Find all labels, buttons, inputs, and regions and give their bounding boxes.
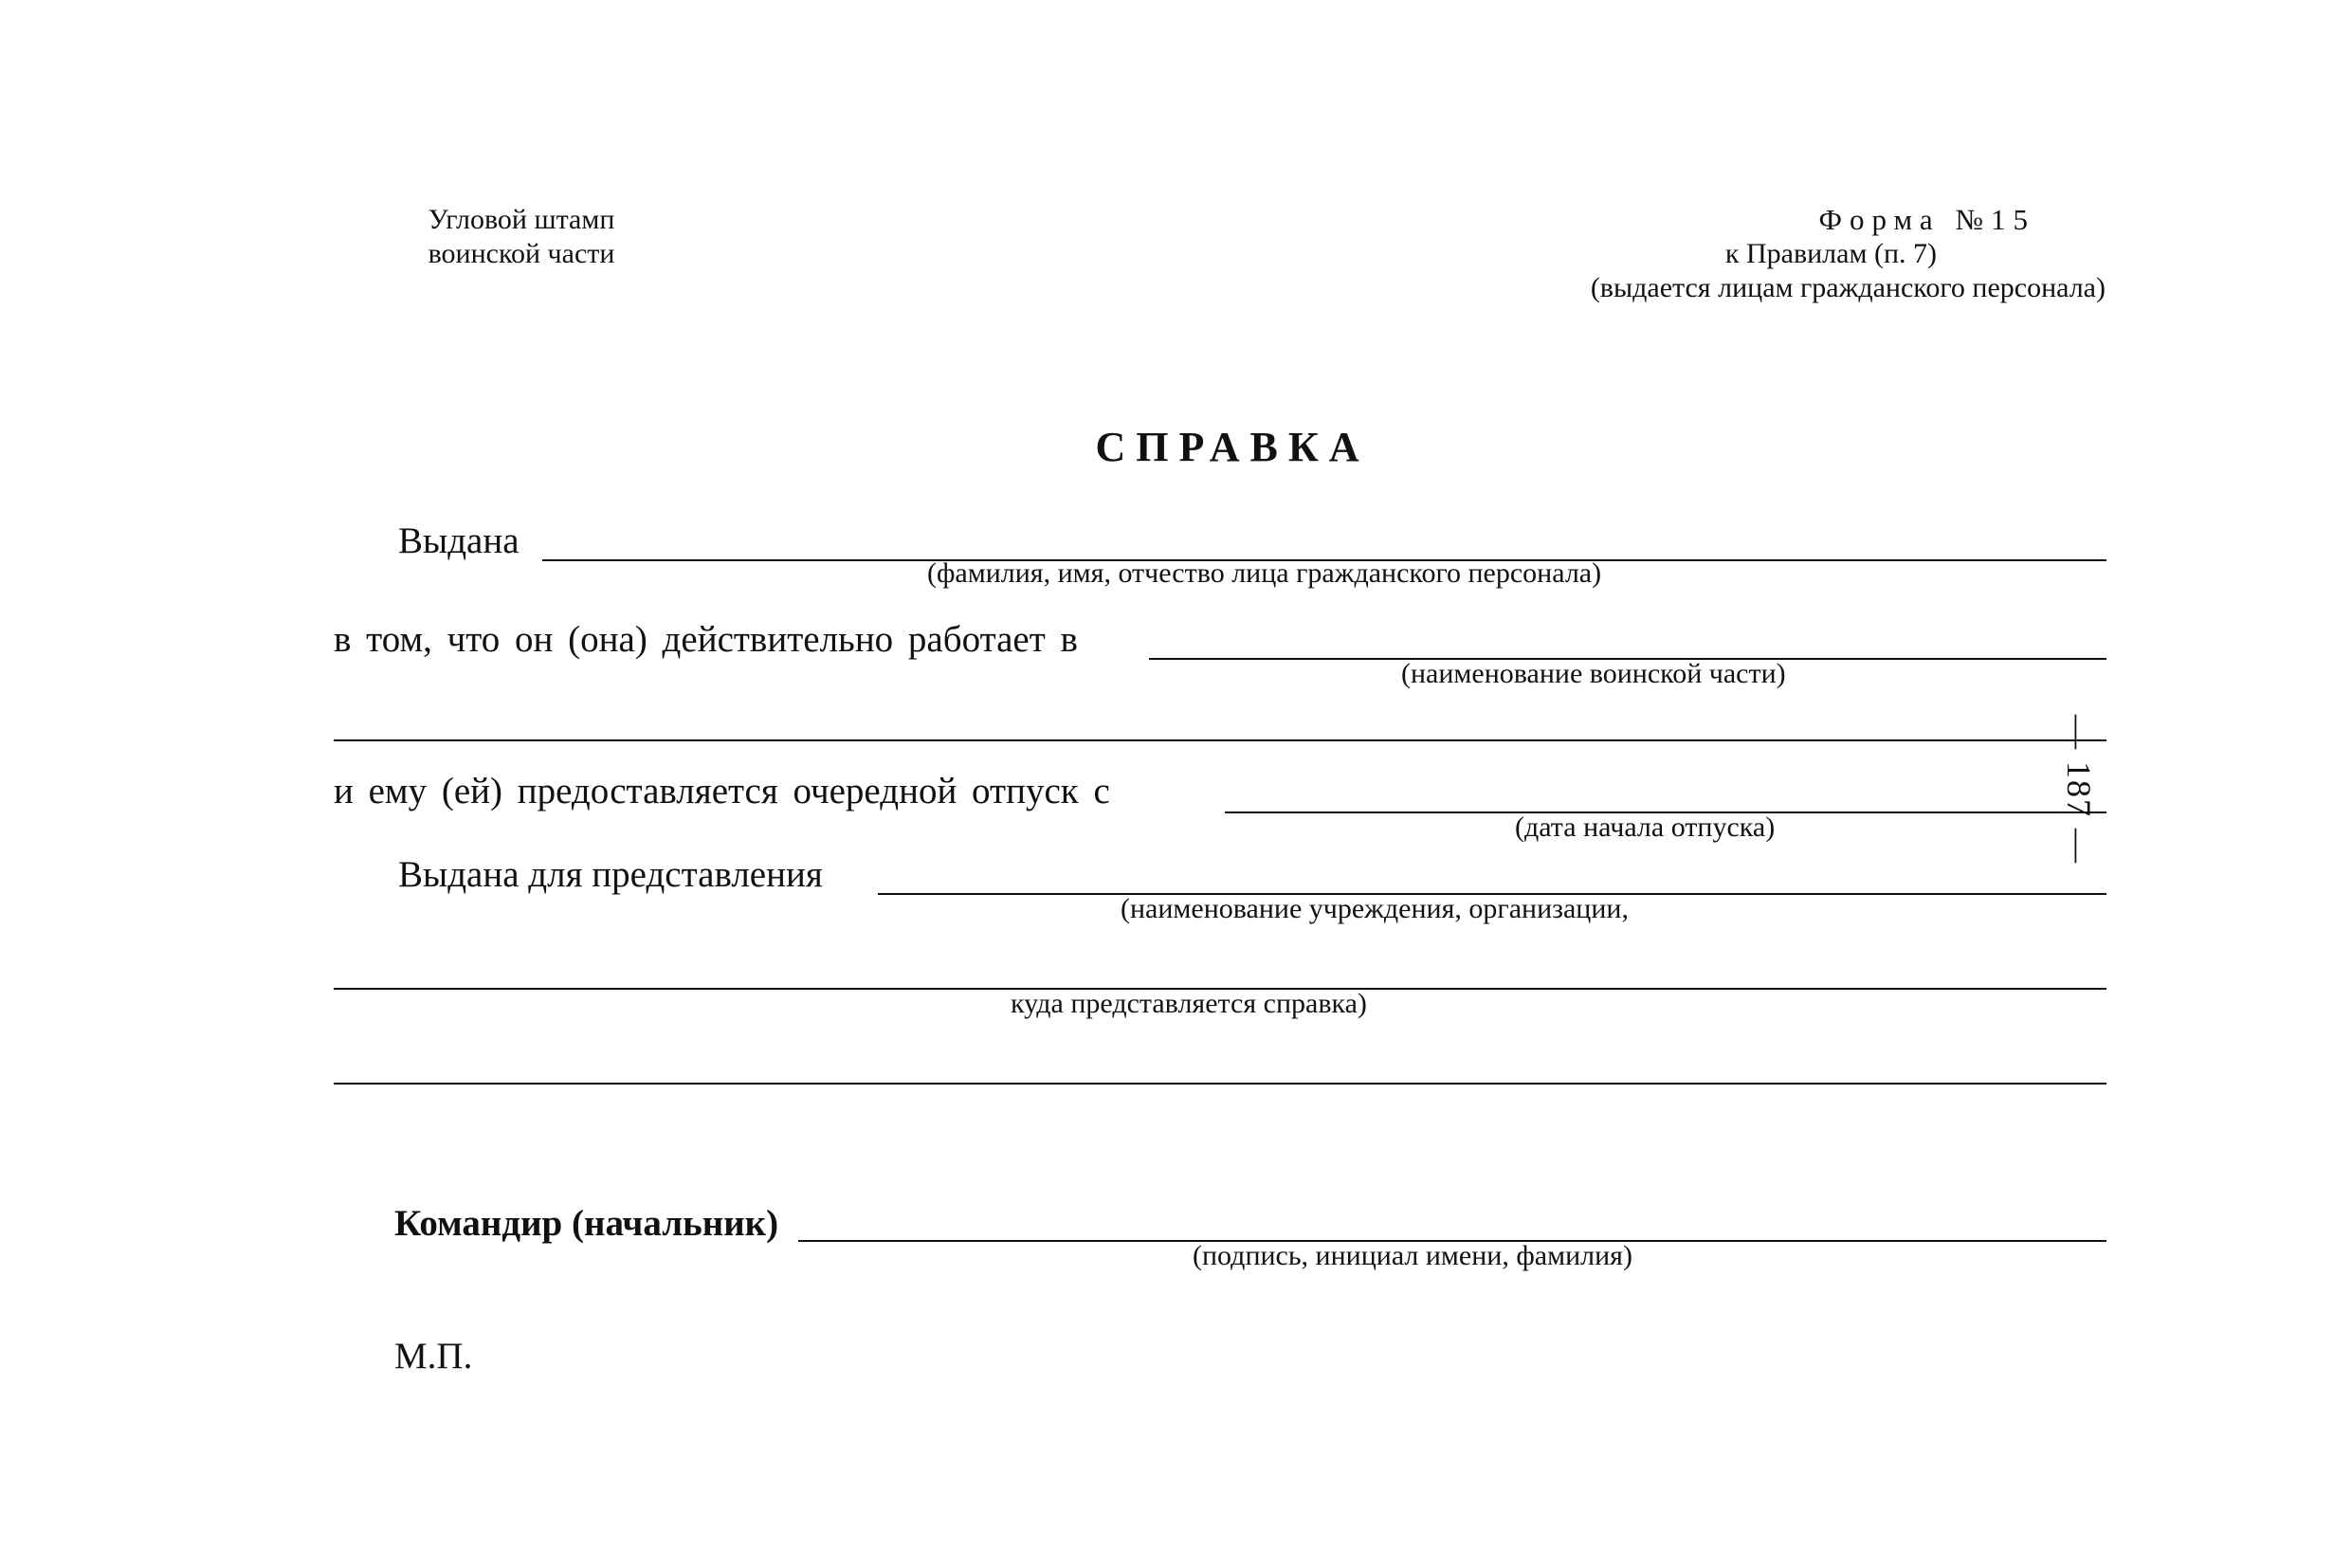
rules-reference: к Правилам (п. 7) xyxy=(1724,238,1937,269)
works-continuation-line[interactable] xyxy=(334,739,2106,741)
presentation-hint-2: куда представляется справка) xyxy=(1011,988,1367,1019)
seal-label: М.П. xyxy=(394,1336,473,1377)
corner-stamp-line-2: воинской части xyxy=(428,238,615,269)
vacation-hint: (дата начала отпуска) xyxy=(1515,811,1776,843)
works-hint: (наименование воинской части) xyxy=(1401,658,1786,689)
works-label: в том, что он (она) действительно работает в xyxy=(334,619,1078,660)
document-title: СПРАВКА xyxy=(1095,424,1370,470)
presentation-hint-1: (наименование учреждения, организации, xyxy=(1121,893,1629,924)
presentation-extra-line[interactable] xyxy=(334,1083,2106,1085)
vacation-label: и ему (ей) предоставляется очередной отпуск с xyxy=(334,771,1110,811)
issued-note: (выдается лицам гражданского персонала) xyxy=(1590,272,2106,303)
page-number: — 187 — xyxy=(2060,715,2098,865)
form-header xyxy=(1591,203,2106,305)
form-title: Форма №15 xyxy=(1818,203,2035,236)
commander-hint: (подпись, инициал имени, фамилия) xyxy=(1193,1240,1632,1271)
commander-label: Командир (начальник) xyxy=(394,1203,779,1244)
corner-stamp-line-1: Угловой штамп xyxy=(428,204,615,235)
issued-to-label: Выдана xyxy=(398,520,520,561)
issued-to-hint: (фамилия, имя, отчество лица гражданского персонала) xyxy=(927,557,1602,589)
presentation-label: Выдана для представления xyxy=(398,854,823,895)
corner-stamp-note xyxy=(408,203,635,271)
